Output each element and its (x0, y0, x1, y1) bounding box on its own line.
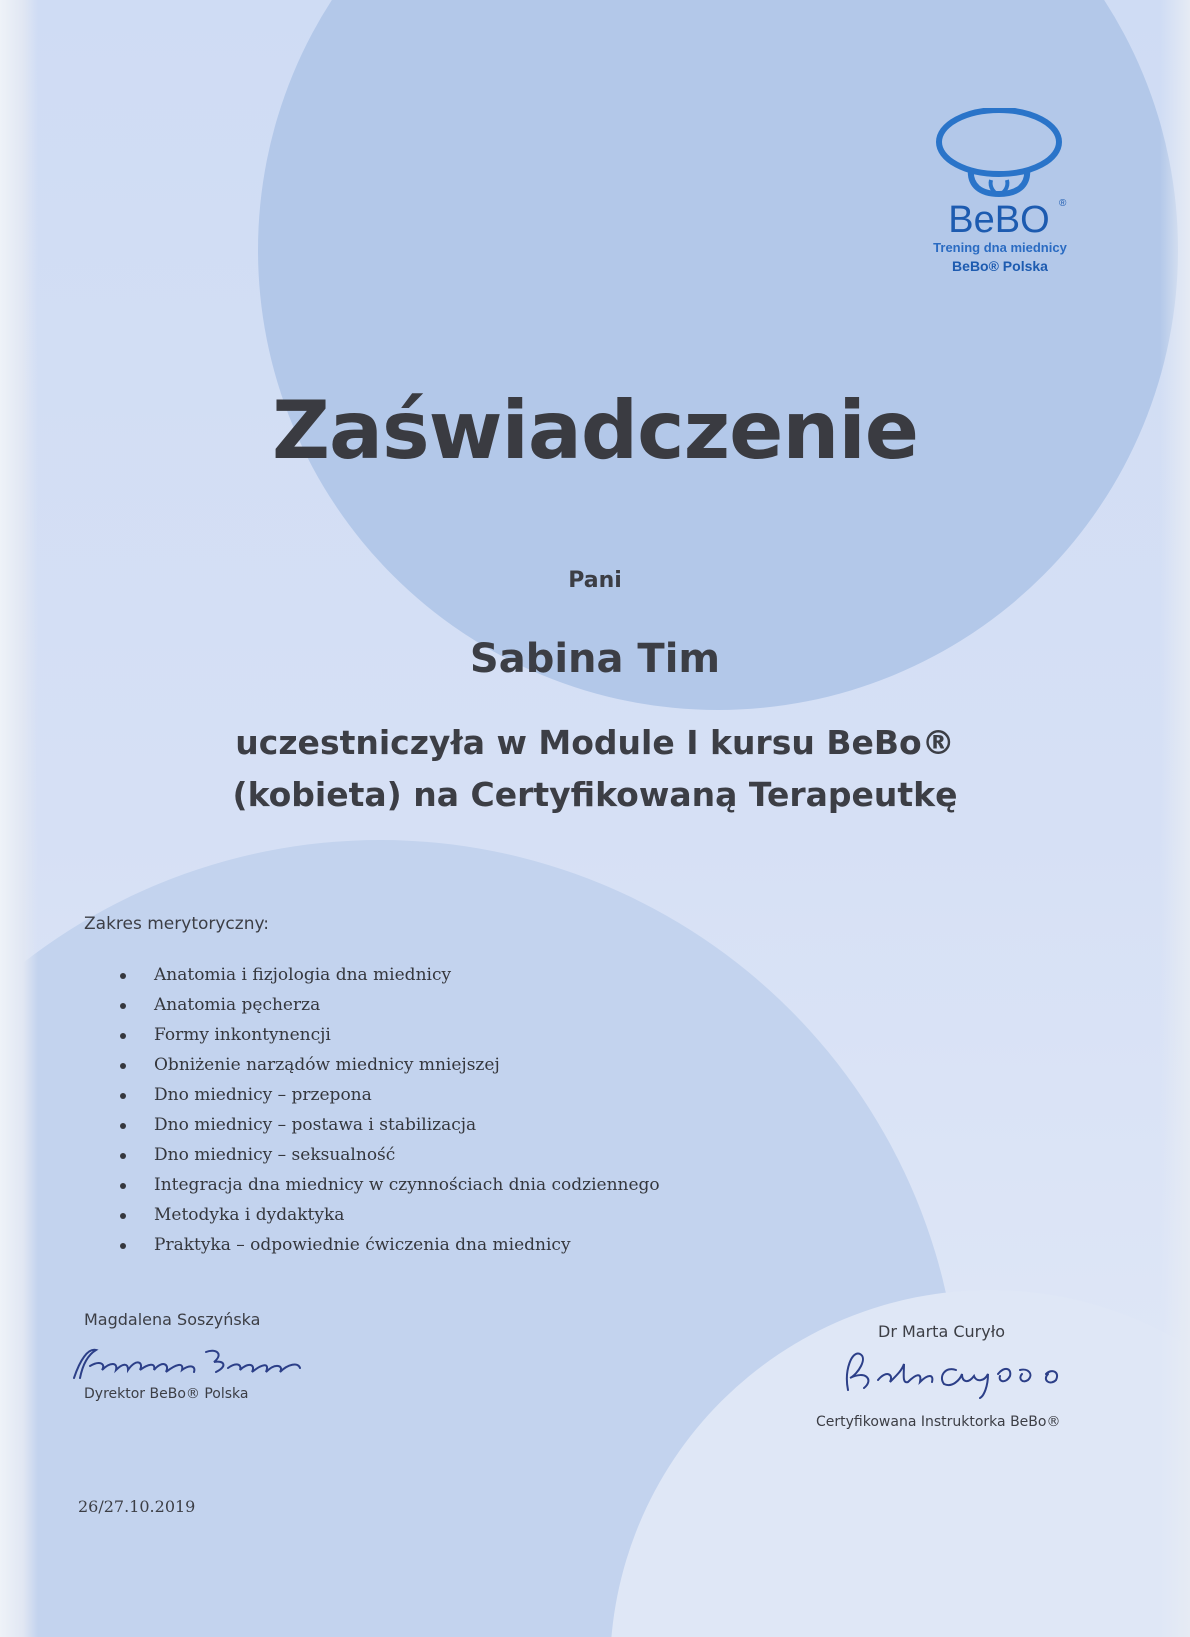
left-signatory-name: Magdalena Soszyńska (84, 1310, 261, 1329)
bullet-icon (120, 1003, 126, 1009)
list-item: Metodyka i dydaktyka (116, 1200, 660, 1230)
list-item: Formy inkontynencji (116, 1020, 660, 1050)
list-item: Anatomia i fizjologia dna miednicy (116, 960, 660, 990)
salutation: Pani (568, 568, 622, 593)
bullet-icon (120, 1033, 126, 1039)
right-signatory-name: Dr Marta Curyło (878, 1322, 1006, 1341)
left-signatory-role: Dyrektor BeBo® Polska (84, 1386, 249, 1402)
svg-text:®: ® (1059, 198, 1067, 209)
certificate-title: Zaświadczenie (271, 384, 919, 477)
bullet-icon (120, 1213, 126, 1219)
logo-tagline: Trening dna miednicy (933, 240, 1067, 255)
scan-edge-left (0, 0, 38, 1637)
bullet-icon (120, 973, 126, 979)
bullet-icon (120, 1093, 126, 1099)
list-item: Dno miednicy – przepona (116, 1080, 660, 1110)
bullet-icon (120, 1123, 126, 1129)
list-item: Praktyka – odpowiednie ćwiczenia dna miednicy (116, 1230, 660, 1260)
scope-label: Zakres merytoryczny: (84, 914, 270, 934)
logo-subtitle: BeBo® Polska (952, 258, 1048, 274)
bullet-icon (120, 1243, 126, 1249)
list-item: Dno miednicy – postawa i stabilizacja (116, 1110, 660, 1140)
right-signatory-role: Certyfikowana Instruktorka BeBo® (816, 1414, 1061, 1430)
scope-list (116, 960, 660, 1260)
list-item: Anatomia pęcherza (116, 990, 660, 1020)
list-item: Integracja dna miednicy w czynnościach dnia codziennego (116, 1170, 660, 1200)
bullet-icon (120, 1063, 126, 1069)
recipient-name: Sabina Tim (469, 636, 721, 682)
svg-text:BeBO: BeBO (948, 199, 1050, 238)
list-item: Obniżenie narządów miednicy mniejszej (116, 1050, 660, 1080)
statement-line-1: uczestniczyła w Module I kursu BeBo® (235, 723, 955, 762)
bebo-logo-mark-icon (925, 108, 1075, 238)
bullet-icon (120, 1153, 126, 1159)
scan-edge-right (1160, 0, 1190, 1637)
right-signature-icon (838, 1340, 1078, 1400)
certificate-date: 26/27.10.2019 (78, 1497, 196, 1516)
statement-line-2: (kobieta) na Certyfikowaną Terapeutkę (232, 775, 958, 814)
bullet-icon (120, 1183, 126, 1189)
bebo-logo (920, 108, 1080, 298)
list-item: Dno miednicy – seksualność (116, 1140, 660, 1170)
left-signature-icon (66, 1338, 326, 1386)
background-circle-top (258, 0, 1178, 710)
